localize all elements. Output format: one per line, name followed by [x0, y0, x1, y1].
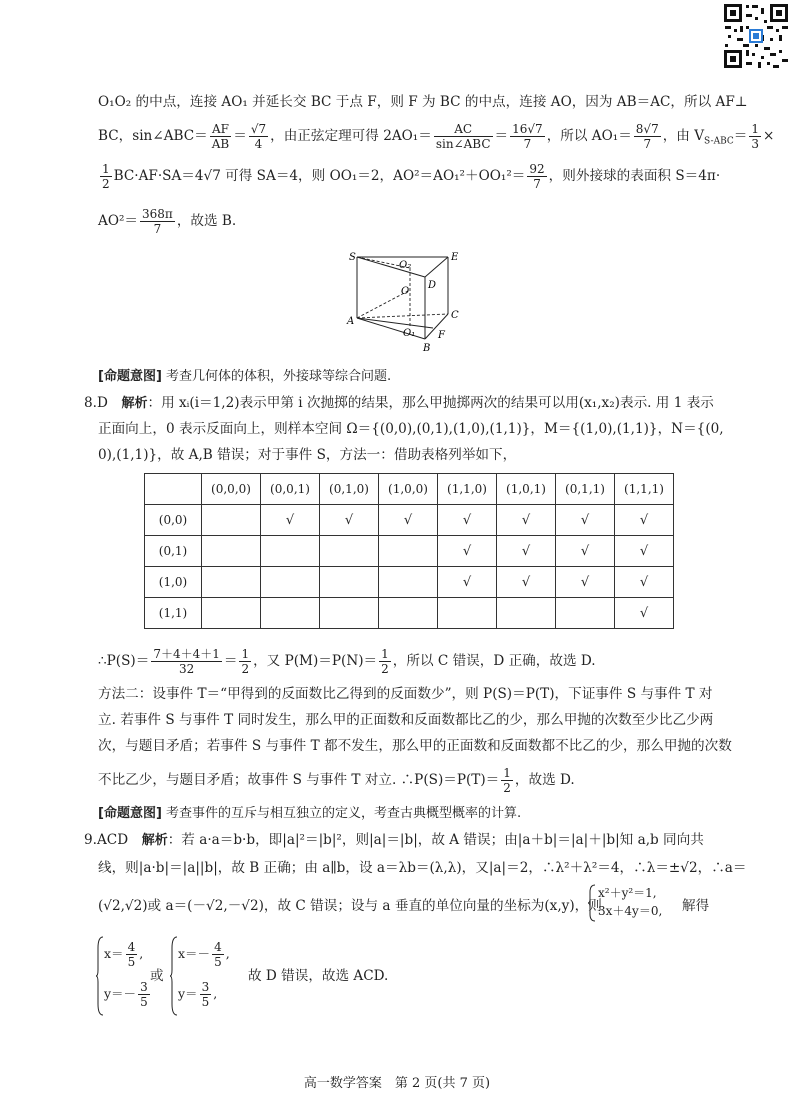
- fraction: $\frac{8√7}{7}$: [635, 122, 659, 151]
- label-D: D: [428, 280, 437, 291]
- check-mark: √: [615, 598, 674, 629]
- col-header: (1,1,1): [615, 474, 674, 505]
- q8-line-3: 0),(1,1)}，故 A,B 错误；对于事件 S，方法一：借助表格列举如下，: [98, 447, 517, 463]
- check-mark: √: [497, 536, 556, 567]
- fraction: $\frac{1}{2}$: [503, 766, 511, 795]
- check-mark: √: [556, 536, 615, 567]
- label-O: O: [401, 286, 410, 297]
- label-O1: O₁: [403, 328, 416, 339]
- brace-icon: [170, 936, 178, 1016]
- check-mark: √: [556, 567, 615, 598]
- label-F: F: [438, 330, 445, 341]
- q7-line-1: O₁O₂ 的中点，连接 AO₁ 并延长交 BC 于点 F，则 F 为 BC 的中点，连接 AO，因为 AB＝AC，所以 AF⊥: [98, 94, 748, 110]
- col-header: (1,1,0): [438, 474, 497, 505]
- check-mark: √: [438, 505, 497, 536]
- q9-number: 9.: [84, 832, 97, 848]
- q8-method2-line-2: 立. 若事件 S 与事件 T 同时发生，那么甲的正面数和反面数都比乙的少，那么甲抛的次数至少比乙少两: [98, 712, 714, 728]
- check-mark: √: [438, 536, 497, 567]
- check-mark: √: [379, 505, 438, 536]
- q8-answer: D: [96, 395, 108, 411]
- fraction: $\frac{7+4+4+1}{32}$: [153, 647, 220, 676]
- q9-answer: ACD: [96, 832, 129, 848]
- q9-solution-1: x＝ $\frac{4}{5}$ , y＝－ $\frac{3}{5}$: [104, 934, 152, 1014]
- table-corner: [145, 474, 202, 505]
- q8-probability-line: ∴P(S)＝ $\frac{7+4+4+1}{32}$ ＝ $\frac{1}{2}$ ，又 P(M)＝P(N)＝ $\frac{1}{2}$ ，所以 C 错误，D 正确，故选 D.: [98, 647, 596, 676]
- prism-figure: [335, 248, 465, 360]
- row-header: (0,0): [145, 505, 202, 536]
- row-header: (0,1): [145, 536, 202, 567]
- check-mark: √: [261, 505, 320, 536]
- label-C: C: [451, 310, 459, 321]
- q9-line-3: (√2,√2)或 a＝(－√2,－√2)，故 C 错误；设与 a 垂直的单位向量的坐标为(x,y)，则: [98, 898, 602, 914]
- q8-method2-line-4: 不比乙少，与题目矛盾；故事件 S 与事件 T 对立. ∴P(S)＝P(T)＝ $\frac{1}{2}$ ，故选 D.: [98, 766, 575, 795]
- q9-solve-word: 解得: [682, 898, 710, 914]
- col-header: (0,1,1): [556, 474, 615, 505]
- fraction: $\frac{3}{5}$: [201, 980, 210, 1009]
- fraction: $\frac{4}{5}$: [127, 940, 136, 969]
- q8-method2-line-1: 方法二：设事件 T＝“甲得到的反面数比乙得到的反面数少”，则 P(S)＝P(T)，下证事件 S 与事件 T 对: [98, 686, 713, 702]
- fraction: $\frac{AF}{AB}$: [211, 122, 230, 151]
- q8-line-1: 8.D 解析：用 xᵢ(i＝1,2)表示甲第 i 次抛掷的结果，那么甲抛掷两次的结果可以用(x₁,x₂)表示. 用 1 表示: [84, 395, 714, 411]
- check-mark: √: [615, 567, 674, 598]
- fraction: $\frac{368\pi}{7}$: [142, 207, 173, 236]
- label-B: B: [423, 343, 431, 354]
- col-header: (1,0,0): [379, 474, 438, 505]
- check-mark: √: [615, 536, 674, 567]
- label-A: A: [347, 316, 355, 327]
- row-header: (1,0): [145, 567, 202, 598]
- check-mark: √: [320, 505, 379, 536]
- page-footer: 高一数学答案 第 2 页(共 7 页): [303, 1076, 491, 1091]
- q7-intent: [命题意图] 考查几何体的体积，外接球等综合问题.: [98, 369, 392, 384]
- q9-line-1: 9.ACD 解析：若 a·a＝b·b，即|a|²＝|b|²，则|a|＝|b|，故 A 错误；由|a＋b|＝|a|＋|b|知 a,b 同向共: [84, 832, 704, 848]
- col-header: (0,1,0): [320, 474, 379, 505]
- check-mark: √: [497, 567, 556, 598]
- q7-line-4: AO²＝ $\frac{368\pi}{7}$ ，故选 B.: [98, 207, 237, 236]
- qr-code: [722, 2, 790, 70]
- brace-icon: [96, 936, 104, 1016]
- fraction: $\frac{1}{2}$: [102, 162, 110, 191]
- fraction: $\frac{3}{5}$: [140, 980, 148, 1009]
- fraction: $\frac{92}{7}$: [529, 162, 545, 191]
- q9-conclusion: 故 D 错误，故选 ACD.: [248, 968, 389, 984]
- col-header: (0,0,1): [261, 474, 320, 505]
- fraction: $\frac{4}{5}$: [214, 940, 222, 969]
- q7-line-2: BC，sin∠ABC＝ $\frac{AF}{AB}$ ＝ $\frac{√7}{4}$ ，由正弦定理可得 2AO₁＝ $\frac{AC}{\text{sin∠ABC}}$ ＝ $\frac{16√7}{7}$ ，所以 AO₁＝ $\frac{8√7}{7}$ ，由 $V_{S-ABC}=$ $\frac{1}{3}$ ×: [98, 122, 775, 151]
- check-mark: √: [615, 505, 674, 536]
- fraction: $\frac{1}{2}$: [241, 647, 250, 676]
- check-mark: √: [438, 567, 497, 598]
- check-mark: √: [556, 505, 615, 536]
- q7-line-3: $\frac{1}{2}$ BC·AF·SA＝4√7 可得 SA＝4，则 OO₁＝2，AO²＝AO₁²＋OO₁²＝ $\frac{92}{7}$ ，则外接球的表面积 S＝4π·: [102, 162, 721, 191]
- check-mark: √: [497, 505, 556, 536]
- brace-icon: [588, 884, 596, 922]
- fraction: $\frac{AC}{\text{sin∠ABC}}$: [435, 122, 491, 151]
- label-O2: O₂: [399, 260, 412, 271]
- label-E: E: [451, 252, 459, 263]
- q8-intent: [命题意图] 考查事件的互斥与相互独立的定义，考查古典概型概率的计算.: [98, 806, 522, 821]
- q8-number: 8.: [84, 395, 97, 411]
- q9-or: 或: [150, 968, 164, 984]
- q9-solution-2: x＝－ $\frac{4}{5}$ , y＝ $\frac{3}{5}$ ,: [178, 934, 230, 1014]
- outcome-table: [144, 473, 674, 629]
- q9-line-2: 线，则|a·b|＝|a||b|，故 B 正确；由 a∥b，设 a＝λb＝(λ,λ)，又|a|＝2，∴λ²＋λ²＝4，∴λ＝±√2，∴a＝: [98, 860, 747, 876]
- q8-method2-line-3: 次，与题目矛盾；若事件 S 与事件 T 都不发生，那么甲的正面数和反面数都不比乙的少，那么甲抛的次数: [98, 738, 732, 754]
- label-S: S: [349, 252, 356, 263]
- q8-line-2: 正面向上，0 表示反面向上，则样本空间 Ω＝{(0,0),(0,1),(1,0),(1,1)}，M＝{(1,0),(1,1)}，N＝{(0,: [98, 421, 724, 437]
- fraction: $\frac{1}{2}$: [381, 647, 389, 676]
- fraction: $\frac{16√7}{7}$: [512, 122, 543, 151]
- row-header: (1,1): [145, 598, 202, 629]
- col-header: (0,0,0): [202, 474, 261, 505]
- fraction: $\frac{1}{3}$: [751, 122, 759, 151]
- col-header: (1,0,1): [497, 474, 556, 505]
- fraction: $\frac{√7}{4}$: [250, 122, 267, 151]
- q9-equation-system: x²＋y²＝1, 3x＋4y＝0,: [598, 884, 662, 920]
